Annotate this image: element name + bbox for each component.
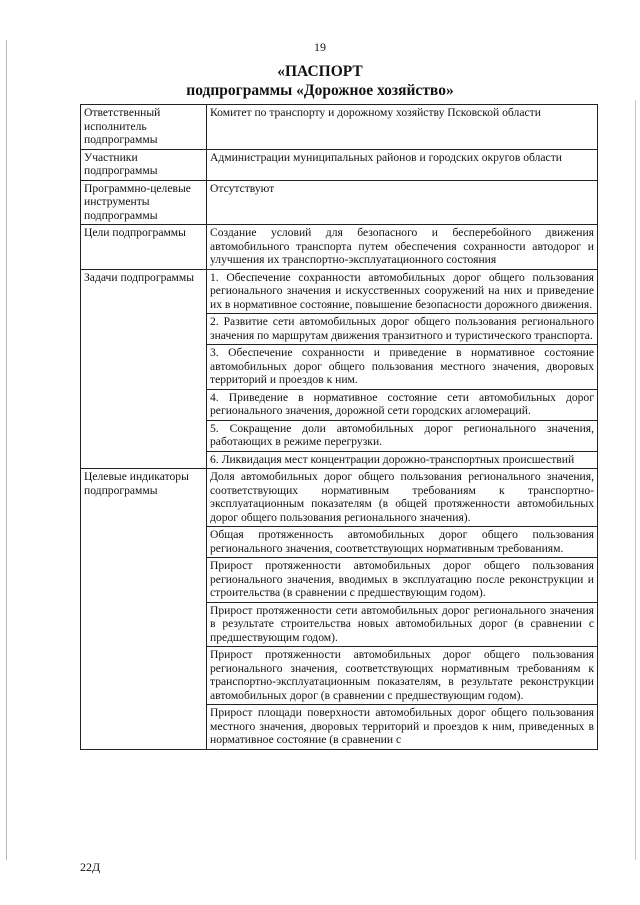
- value-paragraph: 4. Приведение в нормативное состояние сети автомобильных дорог регионального значения, дорожной сети городских агломераций.: [207, 389, 597, 420]
- table-row: [81, 469, 598, 750]
- table-row: [81, 180, 598, 225]
- document-title: [0, 62, 640, 100]
- scan-edge-left: [6, 40, 7, 860]
- row-label: Программно-целевые инструменты подпрограммы: [81, 180, 207, 225]
- scan-edge-right: [635, 100, 636, 860]
- value-paragraph: 3. Обеспечение сохранности и приведение в нормативное состояние автомобильных дорог общего пользования местного значения, дворовых территорий и проездов к ним.: [207, 344, 597, 389]
- value-paragraph: 2. Развитие сети автомобильных дорог общего пользования регионального значения по маршрутам движения транзитного и туристического транспорта.: [207, 313, 597, 344]
- value-paragraph: Администрации муниципальных районов и городских округов области: [210, 150, 562, 164]
- row-value: [207, 180, 598, 225]
- value-paragraph: 6. Ликвидация мест концентрации дорожно-транспортных происшествий: [207, 451, 597, 469]
- row-label: Задачи подпрограммы: [81, 269, 207, 469]
- title-line-1: «ПАСПОРТ: [277, 63, 363, 80]
- value-paragraph: 1. Обеспечение сохранности автомобильных дорог общего пользования регионального значения и искусственных сооружений на них и приведение их в нормативное состояние, повышение безопасности дорожного движения.: [210, 270, 594, 311]
- row-value: [207, 469, 598, 750]
- row-value: [207, 105, 598, 150]
- row-value: [207, 225, 598, 270]
- table-row: [81, 269, 598, 469]
- passport-table-body: [81, 105, 598, 750]
- table-row: [81, 225, 598, 270]
- row-label: Ответственный исполнитель подпрограммы: [81, 105, 207, 150]
- title-line-2: подпрограммы «Дорожное хозяйство»: [186, 82, 454, 99]
- row-value: [207, 149, 598, 180]
- value-paragraph: Прирост протяженности автомобильных дорог общего пользования регионального значения, вводимых в эксплуатацию после реконструкции и строительства (в сравнении с предшествующим годом).: [207, 557, 597, 602]
- value-paragraph: Прирост площади поверхности автомобильных дорог общего пользования местного значения, дворовых территорий и проездов к ним, приведенных в нормативное состояние (в сравнении с: [207, 704, 597, 749]
- table-row: [81, 149, 598, 180]
- row-label: Цели подпрограммы: [81, 225, 207, 270]
- value-paragraph: Отсутствуют: [210, 181, 275, 195]
- row-label: Целевые индикаторы подпрограммы: [81, 469, 207, 750]
- value-paragraph: Общая протяженность автомобильных дорог общего пользования регионального значения, соответствующих нормативным требованиям.: [207, 526, 597, 557]
- row-value: [207, 269, 598, 469]
- value-paragraph: Прирост протяженности автомобильных дорог общего пользования регионального значения, соответствующих нормативным требованиям к транспортно-эксплуатационным показателям, в результате реконструкции автомобильных дорог (в сравнении с предшествующим годом).: [207, 646, 597, 704]
- row-label: Участники подпрограммы: [81, 149, 207, 180]
- value-paragraph: Комитет по транспорту и дорожному хозяйству Псковской области: [210, 106, 541, 119]
- value-paragraph: Доля автомобильных дорог общего пользования регионального значения, соответствующих нормативным требованиям к транспортно-эксплуатационным показателям (в общей протяженности автомобильных дорог общего пользования регионального значения).: [210, 470, 594, 524]
- footer-code: 22Д: [80, 860, 101, 874]
- table-row: [81, 105, 598, 150]
- page-number: 19: [314, 40, 326, 54]
- value-paragraph: Прирост протяженности сети автомобильных дорог регионального значения в результате строительства новых автомобильных дорог (в сравнении с предшествующим годом).: [207, 602, 597, 647]
- passport-table: [80, 104, 598, 750]
- value-paragraph: Создание условий для безопасного и бесперебойного движения автомобильного транспорта путем обеспечения сохранности автодорог и улучшения их транспортно-эксплуатационного состояния: [210, 226, 594, 266]
- value-paragraph: 5. Сокращение доли автомобильных дорог регионального значения, работающих в режиме перегрузки.: [207, 420, 597, 451]
